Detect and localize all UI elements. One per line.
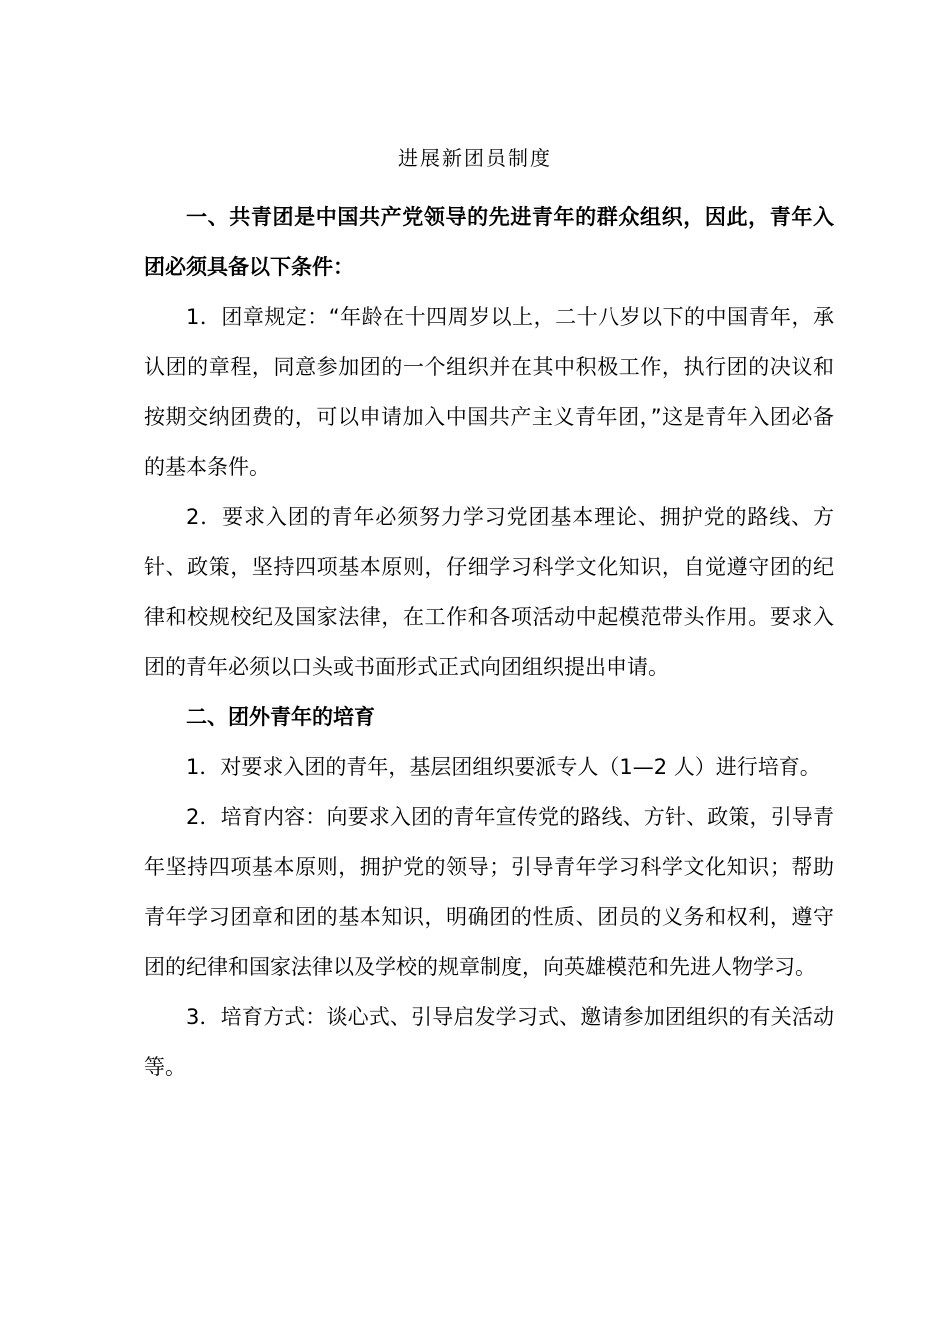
section-heading-membership-conditions: 一、共青团是中国共产党领导的先进青年的群众组织，因此，青年入团必须具备以下条件：	[144, 205, 834, 279]
document-title: 进展新团员制度	[398, 146, 552, 170]
paragraph-cultivation-methods: 3．培育方式：谈心式、引导启发学习式、邀请参加团组织的有关活动等。	[144, 1005, 834, 1079]
paragraph-charter-requirement: 1．团章规定：“年龄在十四周岁以上，二十八岁以下的中国青年，承认团的章程，同意参加团的一个组织并在其中积极工作，执行团的决议和按期交纳团费的，可以申请加入中国共产主义青年团，”这是青年入团必备的基本条件。	[144, 305, 834, 479]
paragraph-study-requirement: 2．要求入团的青年必须努力学习党团基本理论、拥护党的路线、方针、政策，坚持四项基本原则，仔细学习科学文化知识，自觉遵守团的纪律和校规校纪及国家法律，在工作和各项活动中起模范带头作用。要求入团的青年必须以口头或书面形式正式向团组织提出申请。	[144, 505, 834, 679]
section-heading-cultivation: 二、团外青年的培育	[186, 705, 375, 729]
paragraph-assigned-mentor: 1．对要求入团的青年，基层团组织要派专人（1—2 人）进行培育。	[186, 755, 821, 779]
paragraph-cultivation-content: 2．培育内容：向要求入团的青年宣传党的路线、方针、政策，引导青年坚持四项基本原则，拥护党的领导；引导青年学习科学文化知识；帮助青年学习团章和团的基本知识，明确团的性质、团员的义务和权利，遵守团的纪律和国家法律以及学校的规章制度，向英雄模范和先进人物学习。	[144, 805, 834, 979]
document-body	[144, 192, 834, 1092]
